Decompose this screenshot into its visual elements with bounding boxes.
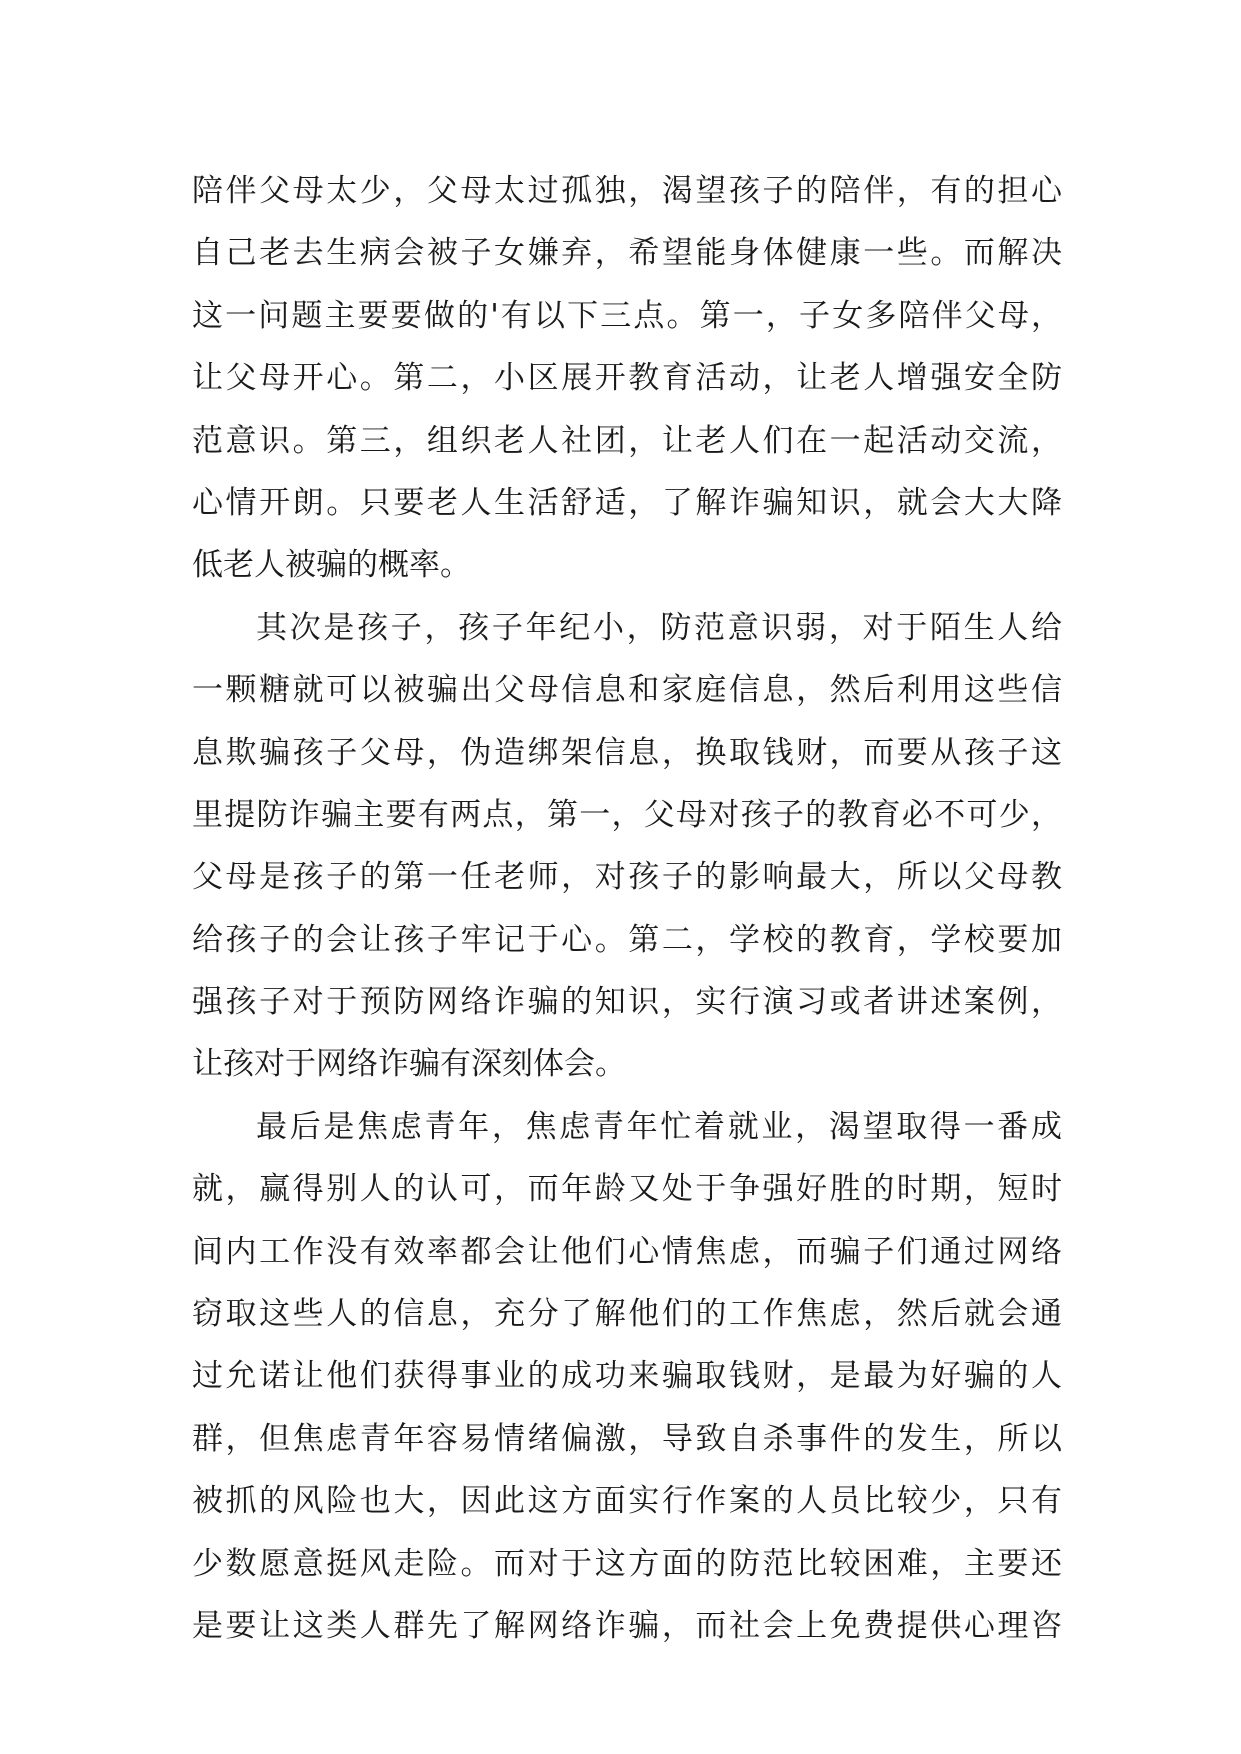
text-line: 范意识。第三，组织老人社团，让老人们在一起活动交流， — [192, 422, 1062, 459]
text-line: 低老人被骗的概率。 — [192, 547, 471, 584]
text-line: 窃取这些人的信息，充分了解他们的工作焦虑，然后就会通 — [192, 1296, 1062, 1333]
text-line: 陪伴父母太少，父母太过孤独，渴望孩子的陪伴，有的担心 — [192, 173, 1062, 209]
text-line: 是要让这类人群先了解网络诈骗，而社会上免费提供心理咨 — [192, 1607, 1062, 1644]
text-line: 给孩子的会让孩子牢记于心。第二，学校的教育，学校要加 — [192, 921, 1062, 958]
text-line: 让孩对于网络诈骗有深刻体会。 — [192, 1046, 626, 1083]
text-line: 间内工作没有效率都会让他们心情焦虑，而骗子们通过网络 — [192, 1233, 1062, 1270]
text-line: 这一问题主要要做的'有以下三点。第一，子女多陪伴父母， — [192, 297, 1062, 334]
text-line: 群，但焦虑青年容易情绪偏激，导致自杀事件的发生，所以 — [192, 1420, 1062, 1457]
text-line: 就，赢得别人的认可，而年龄又处于争强好胜的时期，短时 — [192, 1171, 1062, 1208]
text-line: 过允诺让他们获得事业的成功来骗取钱财，是最为好骗的人 — [192, 1358, 1062, 1395]
text-line: 最后是焦虑青年，焦虑青年忙着就业，渴望取得一番成 — [256, 1108, 1062, 1145]
text-line: 少数愿意挺风走险。而对于这方面的防范比较困难，主要还 — [192, 1545, 1062, 1582]
body-text — [192, 160, 1062, 1657]
text-line: 被抓的风险也大，因此这方面实行作案的人员比较少，只有 — [192, 1483, 1062, 1520]
text-line: 里提防诈骗主要有两点，第一，父母对孩子的教育必不可少， — [192, 796, 1062, 833]
text-line: 其次是孩子，孩子年纪小，防范意识弱，对于陌生人给 — [256, 609, 1062, 646]
text-line: 一颗糖就可以被骗出父母信息和家庭信息，然后利用这些信 — [192, 672, 1062, 709]
text-line: 自己老去生病会被子女嫌弃，希望能身体健康一些。而解决 — [192, 235, 1062, 272]
text-line: 父母是孩子的第一任老师，对孩子的影响最大，所以父母教 — [192, 859, 1062, 896]
text-line: 心情开朗。只要老人生活舒适，了解诈骗知识，就会大大降 — [192, 484, 1062, 521]
text-line: 强孩子对于预防网络诈骗的知识，实行演习或者讲述案例， — [192, 984, 1062, 1021]
text-line: 让父母开心。第二，小区展开教育活动，让老人增强安全防 — [192, 360, 1062, 397]
text-line: 息欺骗孩子父母，伪造绑架信息，换取钱财，而要从孩子这 — [192, 734, 1062, 771]
